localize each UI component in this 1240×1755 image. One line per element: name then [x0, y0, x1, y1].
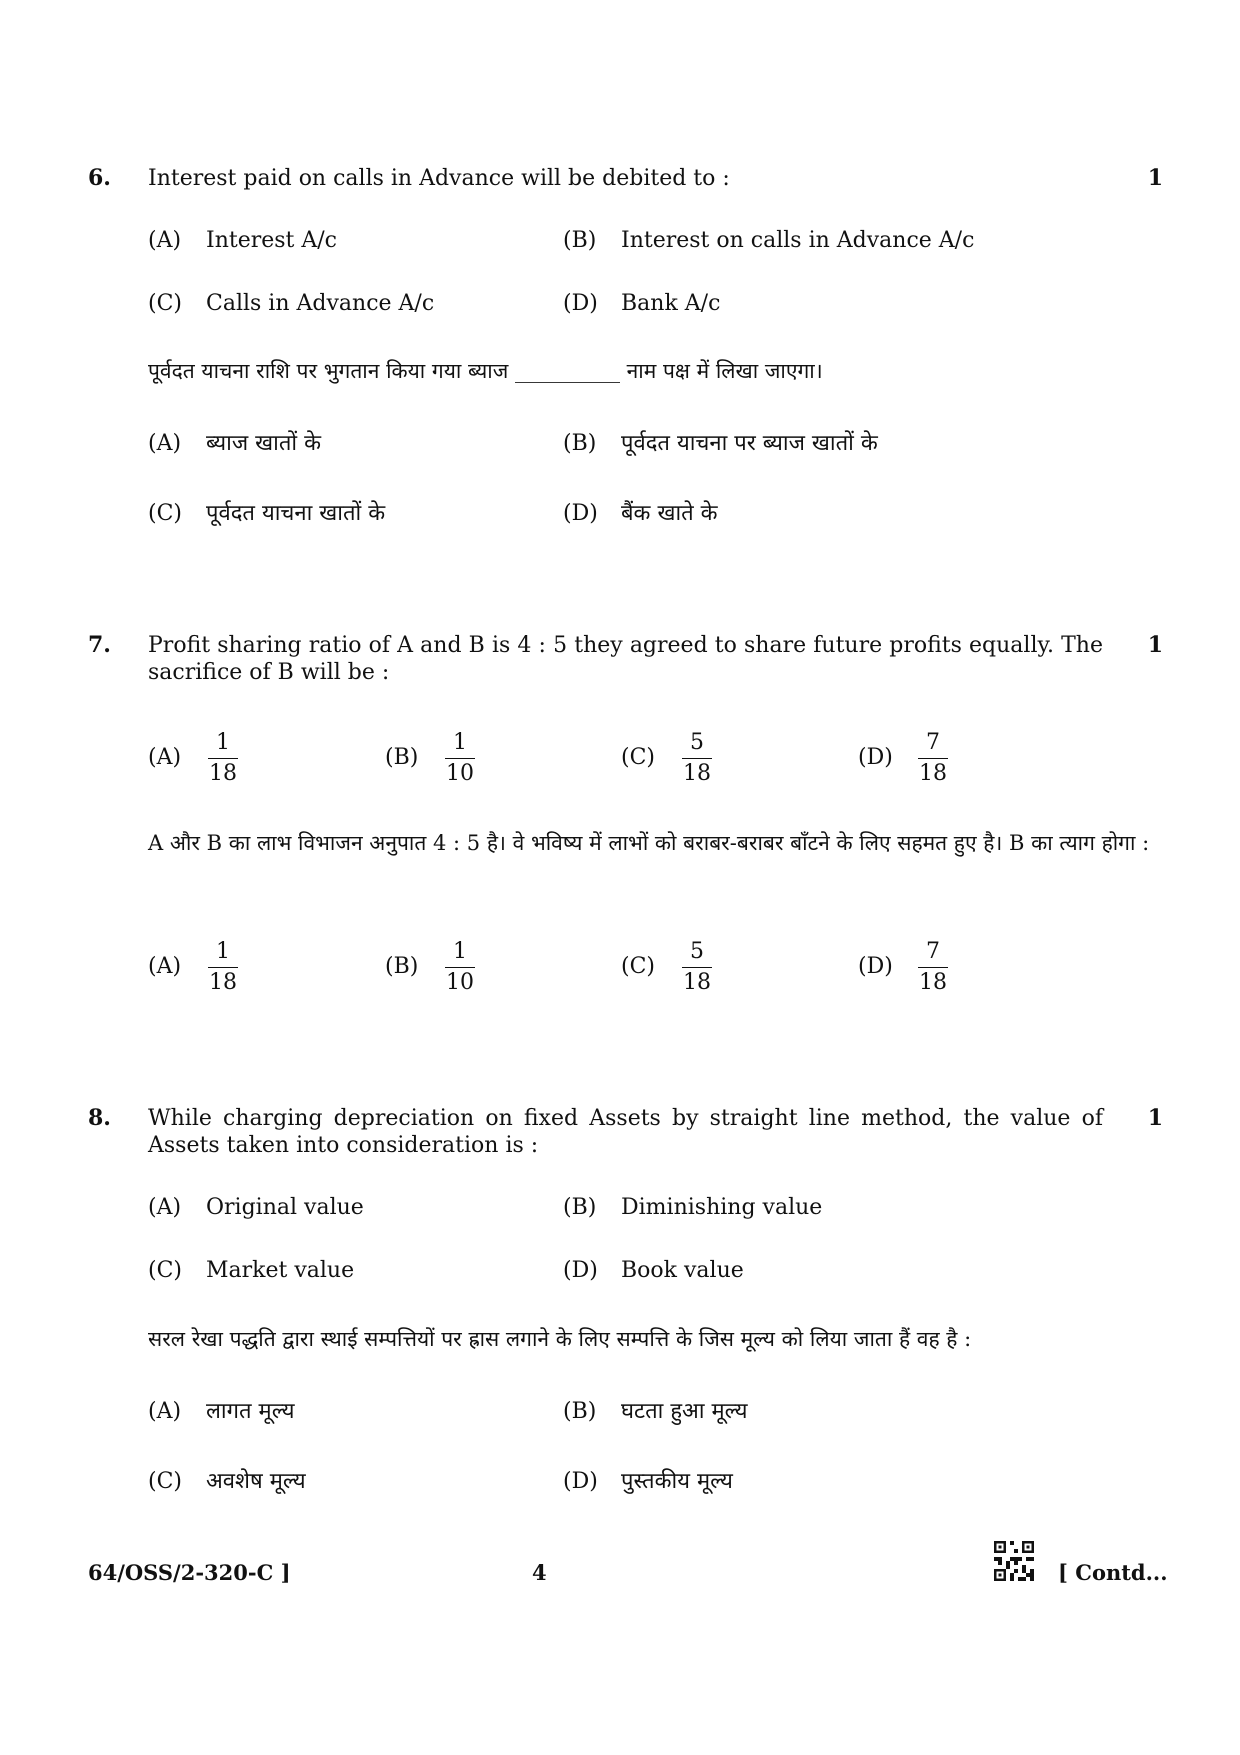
option-d-hindi: (D) बैंक खाते के	[563, 501, 718, 526]
fraction: 5 18	[683, 939, 711, 995]
option-b-hindi: (B)	[385, 954, 419, 979]
option-d-hindi: (D) पुस्तकीय मूल्य	[563, 1469, 733, 1494]
qr-code-icon	[994, 1541, 1034, 1581]
fraction: 7 18	[919, 939, 947, 995]
fraction: 1 10	[446, 730, 474, 786]
fraction: 1 10	[446, 939, 474, 995]
option-c-hindi: (C) अवशेष मूल्य	[148, 1469, 306, 1494]
option-a-hindi: (A) लागत मूल्य	[148, 1399, 295, 1424]
question-marks: 1	[1147, 165, 1163, 191]
question-marks: 1	[1147, 632, 1163, 658]
option-d-hindi: (D)	[858, 954, 893, 979]
question-text: Interest paid on calls in Advance will be debited to :	[148, 166, 730, 191]
fraction: 1 18	[209, 939, 237, 995]
question-text: While charging depreciation on fixed Assets by straight line method, the value of Assets taken into consideration is :	[148, 1106, 1103, 1158]
option-c-hindi: (C)	[621, 954, 655, 979]
option-a: (A) Original value	[148, 1195, 364, 1220]
option-c: (C) Market value	[148, 1258, 355, 1283]
option-b-hindi: (B) पूर्वदत याचना पर ब्याज खातों के	[563, 431, 878, 456]
footer-code: 64/OSS/2-320-C ]	[88, 1560, 291, 1585]
question-text-hindi: पूर्वदत याचना राशि पर भुगतान किया गया ब्याज __________ नाम पक्ष में लिखा जाएगा।	[148, 359, 823, 383]
option-d: (D) Book value	[563, 1258, 744, 1283]
fraction: 1 18	[209, 730, 237, 786]
option-b: (B)	[385, 745, 419, 770]
option-d: (D)	[858, 745, 893, 770]
question-number: 6.	[88, 165, 111, 191]
page-number: 4	[532, 1560, 547, 1585]
question-marks: 1	[1147, 1105, 1163, 1131]
fraction: 5 18	[683, 730, 711, 786]
fraction: 7 18	[919, 730, 947, 786]
option-b: (B) Diminishing value	[563, 1195, 823, 1220]
question-text: Profit sharing ratio of A and B is 4 : 5 they agreed to share future profits equally. The sacrifice of B will be :	[148, 633, 1103, 685]
question-number: 7.	[88, 632, 111, 658]
question-text-hindi: A और B का लाभ विभाजन अनुपात 4 : 5 है। वे भविष्य में लाभों को बराबर-बराबर बाँटने के लिए सहमत हुए है। B का त्याग होगा :	[148, 831, 1150, 855]
option-a-hindi: (A)	[148, 954, 182, 979]
question-text-hindi: सरल रेखा पद्धति द्वारा स्थाई सम्पत्तियों पर ह्रास लगाने के लिए सम्पत्ति के जिस मूल्य को लिया जाता हैं वह है :	[148, 1327, 972, 1351]
question-number: 8.	[88, 1105, 111, 1131]
option-a: (A) Interest A/c	[148, 228, 338, 253]
option-a-hindi: (A) ब्याज खातों के	[148, 431, 321, 456]
option-c: (C) Calls in Advance A/c	[148, 291, 435, 316]
option-c: (C)	[621, 745, 655, 770]
contd-label: [ Contd...	[1058, 1560, 1168, 1585]
option-d: (D) Bank A/c	[563, 291, 721, 316]
option-a: (A)	[148, 745, 182, 770]
option-b: (B) Interest on calls in Advance A/c	[563, 228, 975, 253]
option-c-hindi: (C) पूर्वदत याचना खातों के	[148, 501, 386, 526]
option-b-hindi: (B) घटता हुआ मूल्य	[563, 1399, 748, 1424]
